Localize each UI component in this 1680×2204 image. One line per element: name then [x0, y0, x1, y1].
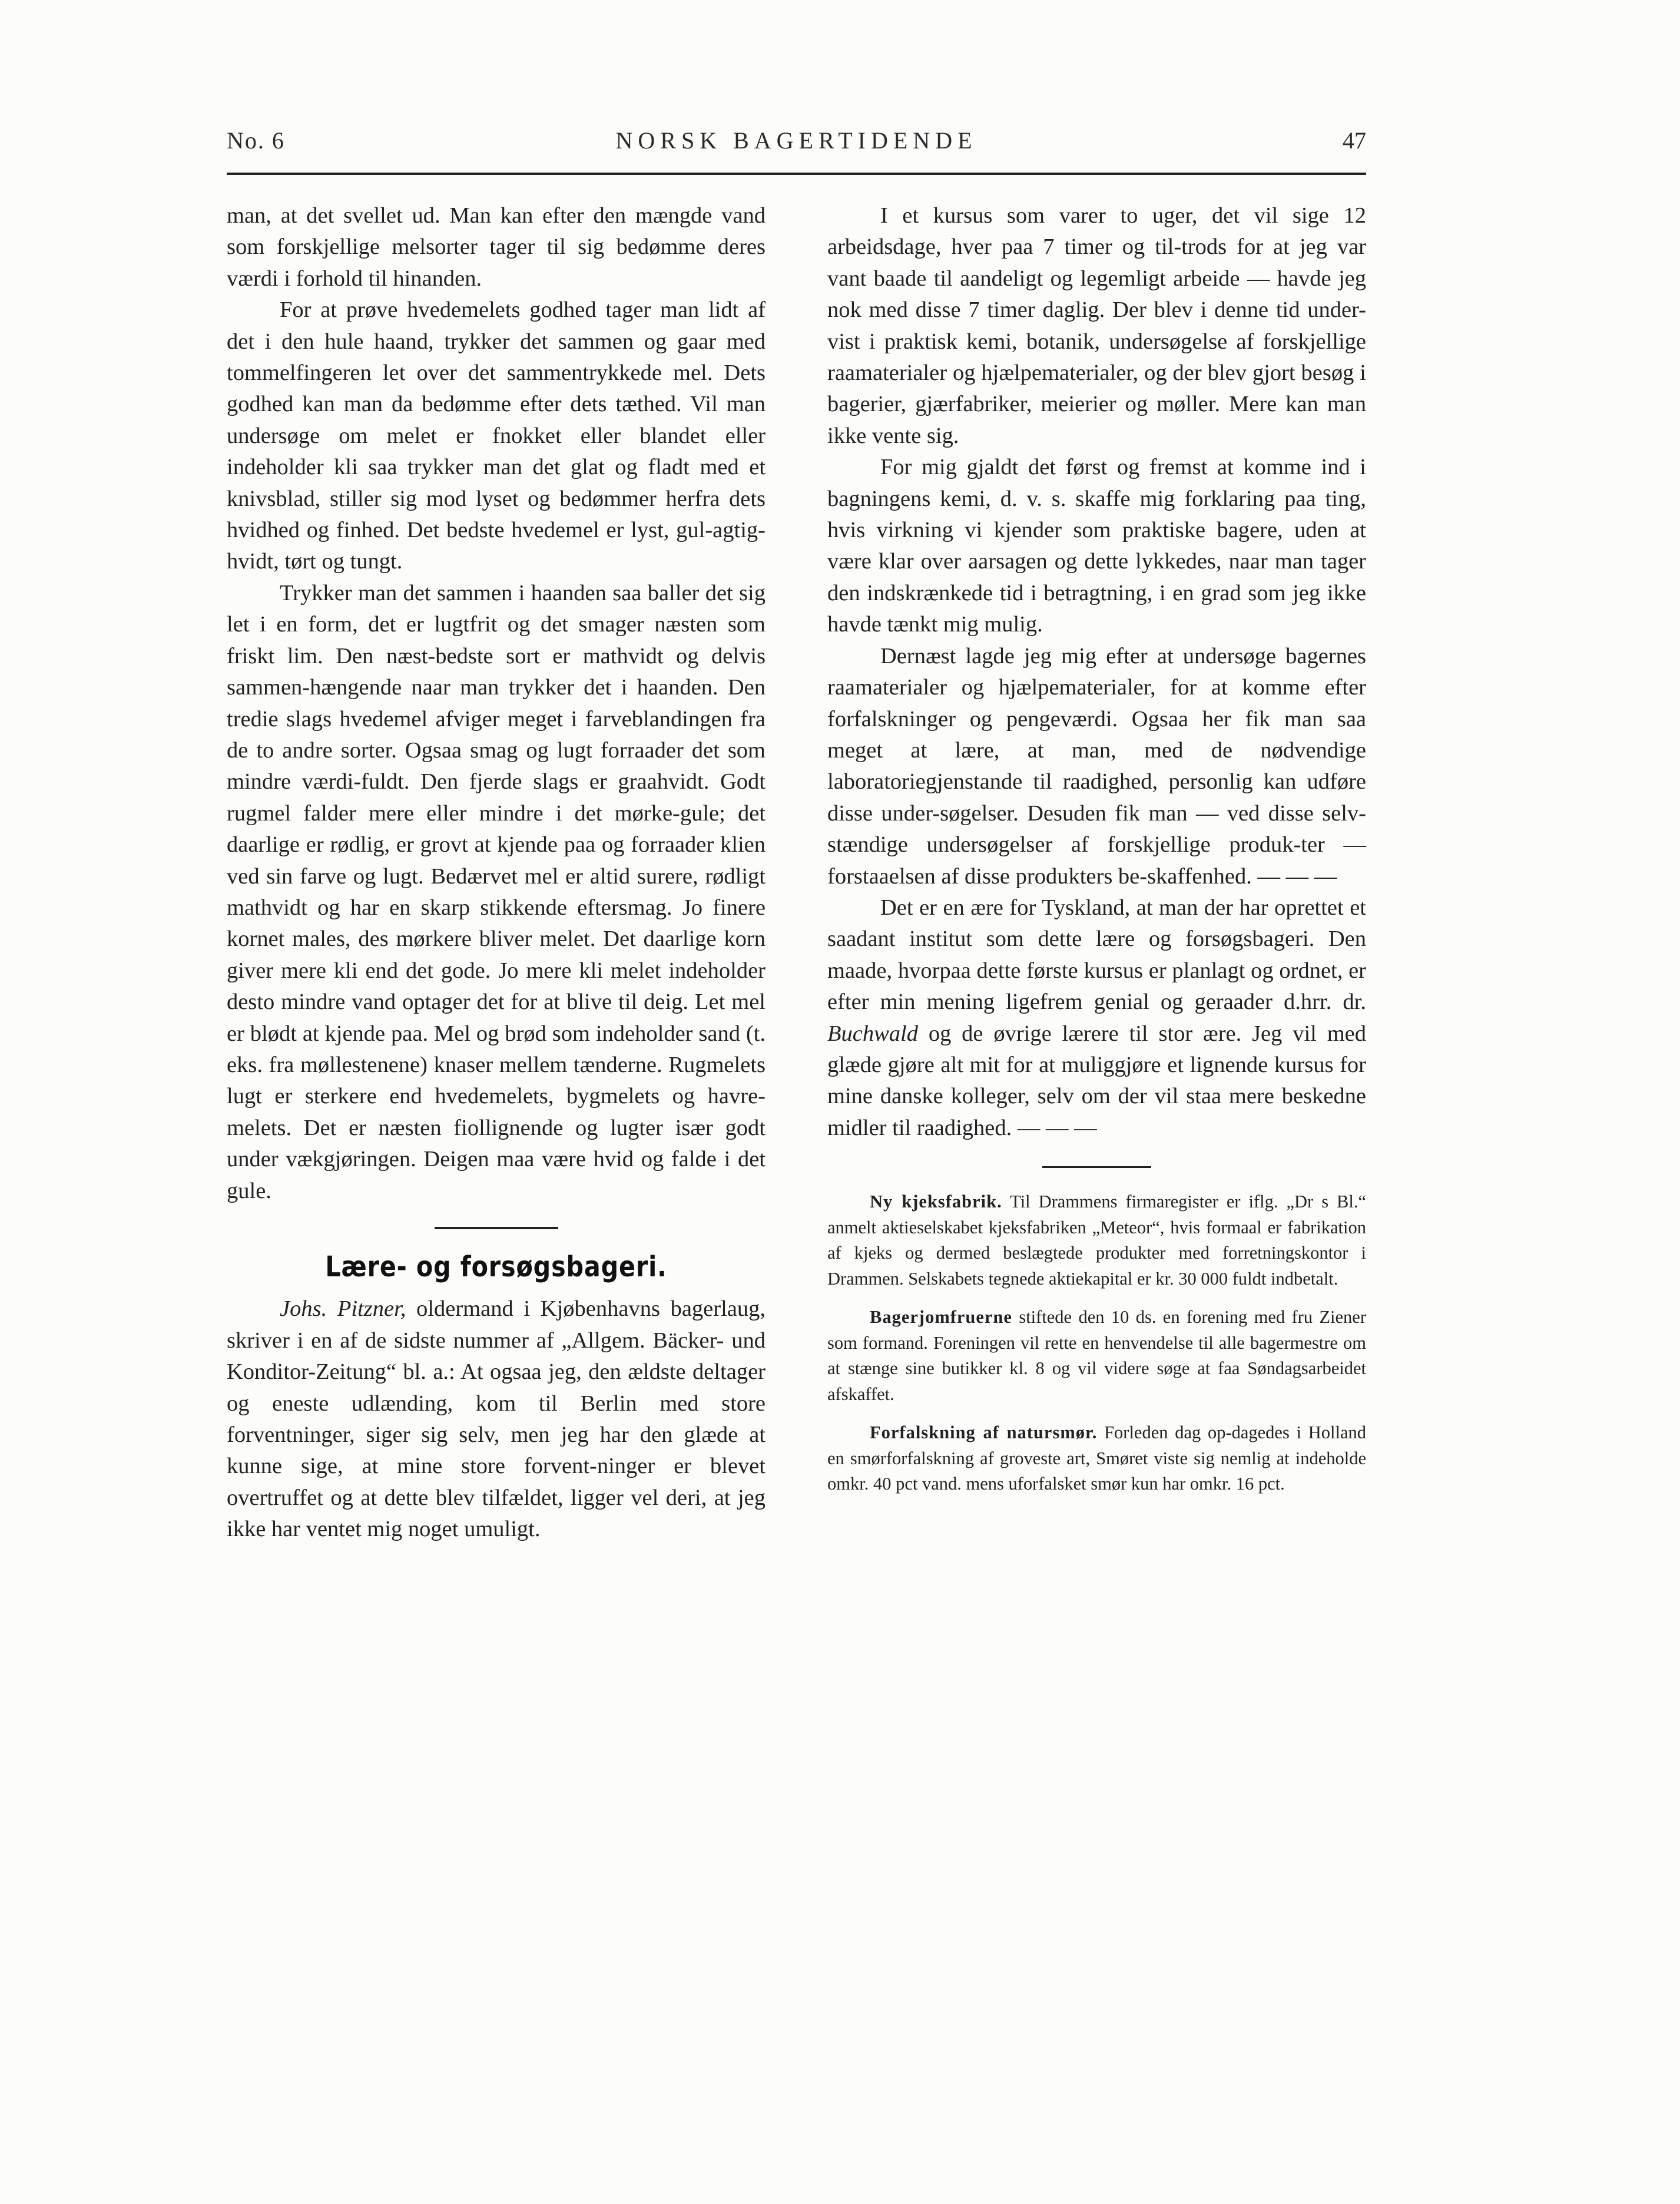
article-paragraph — [827, 892, 1366, 1144]
article-paragraph: I et kursus som varer to uger, det vil sige 12 arbeidsdage, hver paa 7 timer og til-trods for at jeg var vant baade til aandeligt og legemligt arbeide — havde jeg nok med disse 7 timer daglig. Der blev i denne tid under-vist i praktisk kemi, botanik, undersøgelse af forskjellige raamaterialer og hjælpematerialer, og der blev gjort besøg i bagerier, gjærfabriker, meierier og møller. Mere kan man ikke vente sig. — [827, 203, 1366, 448]
left-column — [227, 200, 766, 1546]
notice-text: stiftede den 10 ds. en forening med fru Ziener som formand. Foreningen vil rette en henvendelse til alle bagermestre om at stænge sine butikker kl. 8 og vil videre søge at faa Søndagsarbeidet afskaffet. — [827, 1307, 1366, 1404]
article-paragraph: man, at det svellet ud. Man kan efter den mængde vand som forskjellige melsorter tager til sig bedømme deres værdi i forhold til hinanden. — [227, 203, 766, 291]
article-paragraph — [227, 1293, 766, 1545]
article-paragraph: For at prøve hvedemelets godhed tager man lidt af det i den hule haand, trykker det sammen og gaar med tommelfingeren let over det sammentrykkede mel. Dets godhed kan man da bedømme efter dets tæthed. Vil man undersøge om melet er fnokket eller blandet eller indeholder kli saa trykker man det glat og fladt med et knivsblad, stiller sig mod lyset og bedømmer herfra dets hvidhed og finhed. Det bedste hvedemel er lyst, gul-agtig-hvidt, tørt og tungt. — [227, 297, 766, 574]
notice-item — [827, 1305, 1366, 1407]
notice-heading: Ny kjeksfabrik. — [870, 1192, 1002, 1212]
notice-text: Forleden dag op-dagedes i Holland en smørforfalskning af groveste art, Smøret viste sig nemlig at indeholde omkr. 40 pct vand. mens uforfalsket smør kun har omkr. 16 pct. — [827, 1422, 1366, 1494]
notice-text: Til Drammens firmaregister er iflg. „Dr s Bl.“ anmelt aktieselskabet kjeksfabriken „Meteor“, hvis formaal er fabrikation af kjeks og dermed beslægtede produkter med forretningskontor i Drammen. Selskabets tegnede aktiekapital er kr. 30 000 fuldt indbetalt. — [827, 1192, 1367, 1289]
paragraph-text: oldermand i Kjøbenhavns bagerlaug, skriver i en af de sidste nummer af „Allgem. Bäcker- und Konditor-Zeitung“ bl. a.: At ogsaa jeg, den ældste deltager og eneste udlænding, kom til Berlin med store forventninger, siger sig selv, men jeg har den glæde at kunne sige, at mine store forvent-ninger er blevet overtruffet og at dette blev tilfældet, ligger vel deri, at jeg ikke har ventet mig noget umuligt. — [227, 1296, 766, 1542]
notice-heading: Forfalskning af natursmør. — [870, 1422, 1098, 1443]
news-notices — [827, 1189, 1366, 1497]
paragraph-text: og de øvrige lærere til stor ære. Jeg vil med glæde gjøre alt mit for at muliggjøre et lignende kursus for mine danske kolleger, selv om der vil staa mere beskedne midler til raadighed. — — — — [827, 1021, 1366, 1140]
notice-item — [827, 1420, 1366, 1497]
right-column — [827, 200, 1366, 1510]
notice-heading: Bagerjomfruerne — [870, 1307, 1012, 1328]
paragraph-text: Det er en ære for Tyskland, at man der har oprettet et saadant institut som dette lære og forsøgsbageri. Den maade, hvorpaa dette første kursus er planlagt og ordnet, er efter min mening ligefrem genial og geraader d.hrr. dr. — [827, 895, 1366, 1015]
section-heading: Lære- og forsøgsbageri. — [325, 1250, 667, 1283]
issue-number: No. 6 — [227, 127, 285, 154]
article-paragraph: Trykker man det sammen i haanden saa baller det sig let i en form, det er lugtfrit og det smager næsten som friskt lim. Den næst-bedste sort er mathvidt og delvis sammen-hængende naar man trykker det i haanden. Den tredie slags hvedemel afviger meget i farveblandingen fra de to andre sorter. Ogsaa smag og lugt forraader det som mindre værdi-fuldt. Den fjerde slags er graahvidt. Godt rugmel falder mere eller mindre i det mørke-gule; det daarlige er rødlig, er grovt at kjende paa og forraader klien ved sin farve og lugt. Bedærvet mel er altid surere, rødligt mathvidt og har en skarp stikkende eftersmag. Jo finere kornet males, des mørkere bliver melet. Det daarlige korn giver mere kli end det gode. Jo mere kli melet indeholder desto mindre vand optager det for at blive til deig. Let mel er blødt at kjende paa. Mel og brød som indeholder sand (t. eks. fra møllestenene) knaser mellem tænderne. Rugmelets lugt er sterkere end hvedemelets, bygmelets og havre-melets. Det er næsten fiollignende og lugter især godt under vækgjøringen. Deigen maa være hvid og falde i det gule. — [227, 580, 766, 1203]
article-paragraph: Dernæst lagde jeg mig efter at undersøge bagernes raamaterialer og hjælpematerialer, for at komme efter forfalskninger og pengeværdi. Ogsaa her fik man saa meget at lære, at man, med de nødvendige laboratoriegjenstande til raadighed, personlig kan udføre disse under-søgelser. Desuden fik man — ved disse selv-stændige undersøgelser af forskjellige produk-ter — forstaaelsen af disse produkters be-skaffenhed. — — — — [827, 643, 1366, 889]
author-name: Johs. Pitzner, — [280, 1296, 406, 1322]
person-name: Buchwald — [827, 1021, 918, 1046]
page-number: 47 — [1343, 127, 1366, 154]
section-divider — [1042, 1166, 1151, 1168]
publication-title: NORSK BAGERTIDENDE — [615, 127, 977, 154]
header-rule — [227, 173, 1366, 175]
notice-item — [827, 1189, 1366, 1292]
page-header — [227, 127, 1366, 162]
article-paragraph: For mig gjaldt det først og fremst at komme ind i bagningens kemi, d. v. s. skaffe mig forklaring paa ting, hvis virkning vi kjender som praktiske bagere, uden at være klar over aarsagen og dette lykkedes, naar man tager den indskrænkede tid i betragtning, i en grad som jeg ikke havde tænkt mig mulig. — [827, 455, 1366, 637]
section-divider — [435, 1227, 558, 1229]
